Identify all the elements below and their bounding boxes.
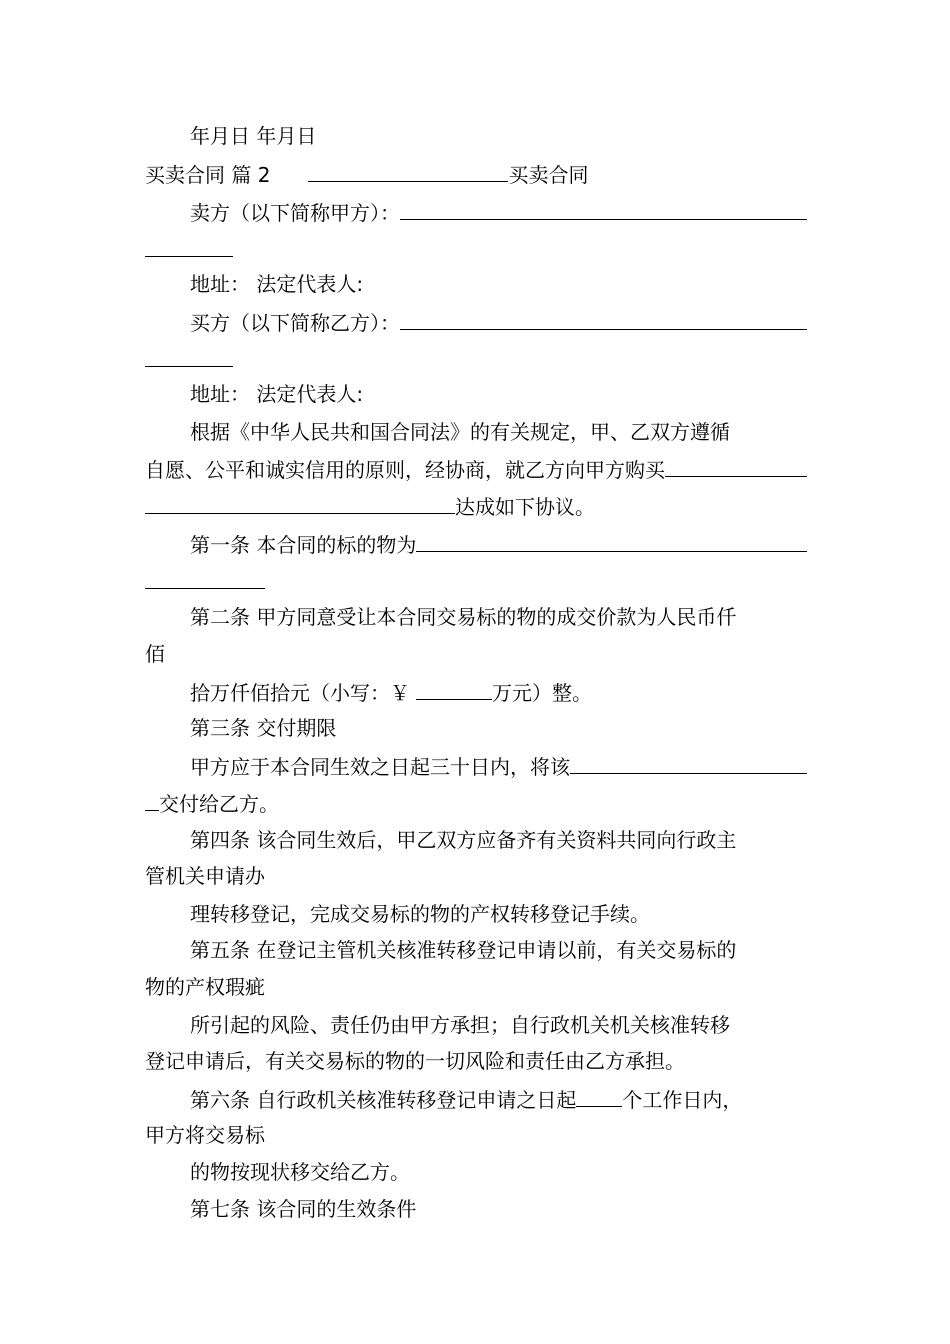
article-5-line-1 bbox=[190, 932, 807, 968]
article-6-text-1b: 个工作日内， bbox=[622, 1088, 743, 1112]
article-6-text-2: 甲方将交易标 bbox=[145, 1123, 265, 1147]
buyer-address-label: 地址： 法定代表人: bbox=[190, 382, 364, 406]
contract-name-blank bbox=[308, 155, 508, 182]
article-1-blank-cont bbox=[145, 562, 807, 598]
article-4-text-3: 理转移登记，完成交易标的物的产权转移登记手续。 bbox=[190, 902, 650, 926]
date-text: 年月日 年月日 bbox=[190, 124, 317, 148]
article-2-line-3 bbox=[190, 673, 807, 709]
article-5-text-2: 物的产权瑕疵 bbox=[145, 975, 265, 999]
seller-address-label: 地址： 法定代表人: bbox=[190, 272, 364, 296]
price-unit-text: 万元）整。 bbox=[492, 681, 592, 705]
article-3-title: 第三条 交付期限 bbox=[190, 716, 337, 740]
article-4-line-3 bbox=[190, 896, 807, 932]
preamble-text-1: 根据《中华人民共和国合同法》的有关规定，甲、乙双方遵循 bbox=[190, 420, 730, 444]
preamble-line-3 bbox=[145, 487, 807, 523]
article-5-line-4 bbox=[145, 1043, 807, 1079]
buyer-address-line bbox=[190, 376, 807, 412]
article-2-line-2 bbox=[145, 636, 807, 672]
seller-address-line bbox=[190, 266, 807, 302]
contract-section-title: 买卖合同 篇 2 bbox=[145, 163, 271, 187]
seller-line bbox=[190, 193, 807, 229]
article-7-title: 第七条 该合同的生效条件 bbox=[190, 1197, 417, 1221]
buyer-blank-cont bbox=[145, 340, 807, 376]
delivery-item-blank-tail bbox=[145, 784, 159, 811]
article-4-line-1 bbox=[190, 822, 807, 858]
article-3-body-text-2: 交付给乙方。 bbox=[159, 792, 279, 816]
article-5-line-2 bbox=[145, 969, 807, 1005]
article-5-text-3: 所引起的风险、责任仍由甲方承担；自行政机关机关核准转移 bbox=[190, 1013, 730, 1037]
preamble-text-2: 自愿、公平和诚实信用的原则，经协商，就乙方向甲方购买 bbox=[145, 458, 665, 482]
preamble-line-1 bbox=[190, 414, 807, 450]
seller-blank-cont bbox=[145, 230, 807, 266]
article-6-line-1 bbox=[190, 1080, 807, 1116]
article-6-text-1: 第六条 自行政机关核准转移登记申请之日起 bbox=[190, 1088, 577, 1112]
contract-heading-line bbox=[145, 155, 807, 191]
buyer-blank-tail bbox=[145, 340, 233, 367]
article-3-body-line-2 bbox=[145, 784, 807, 820]
subject-matter-blank bbox=[416, 525, 807, 552]
article-6-line-2 bbox=[145, 1117, 807, 1153]
delivery-item-blank bbox=[570, 747, 807, 774]
workdays-blank bbox=[576, 1080, 622, 1107]
seller-label: 卖方（以下简称甲方）： bbox=[190, 201, 400, 225]
article-1-line bbox=[190, 525, 807, 561]
buyer-label: 买方（以下简称乙方）： bbox=[190, 311, 400, 335]
article-5-line-3 bbox=[190, 1007, 807, 1043]
price-amount-blank bbox=[416, 673, 492, 700]
seller-blank bbox=[400, 193, 807, 220]
article-6-line-3 bbox=[190, 1154, 807, 1190]
preamble-line-2 bbox=[145, 450, 807, 486]
price-amount-label: 拾万仟佰拾元（小写：￥ bbox=[190, 681, 410, 705]
purchase-item-blank-tail bbox=[145, 487, 455, 514]
subject-matter-blank-tail bbox=[145, 562, 265, 589]
date-line bbox=[190, 118, 807, 154]
preamble-text-3: 达成如下协议。 bbox=[455, 495, 595, 519]
article-2-text-1: 第二条 甲方同意受让本合同交易标的物的成交价款为人民币仟 bbox=[190, 605, 737, 629]
article-4-line-2 bbox=[145, 858, 807, 894]
article-2-line-1 bbox=[190, 599, 807, 635]
seller-blank-tail bbox=[145, 230, 233, 257]
buyer-blank bbox=[400, 303, 807, 330]
article-1-text: 第一条 本合同的标的物为 bbox=[190, 533, 417, 557]
article-5-text-1: 第五条 在登记主管机关核准转移登记申请以前，有关交易标的 bbox=[190, 938, 737, 962]
purchase-item-blank bbox=[665, 450, 807, 477]
contract-title: 买卖合同 bbox=[508, 163, 589, 187]
article-5-text-4: 登记申请后，有关交易标的物的一切风险和责任由乙方承担。 bbox=[145, 1049, 685, 1073]
article-4-text-2: 管机关申请办 bbox=[145, 864, 265, 888]
article-7-line bbox=[190, 1191, 807, 1227]
article-6-text-3: 的物按现状移交给乙方。 bbox=[190, 1160, 410, 1184]
article-3-body-line-1 bbox=[190, 747, 807, 783]
article-3-body-text: 甲方应于本合同生效之日起三十日内，将该 bbox=[190, 755, 570, 779]
article-4-text-1: 第四条 该合同生效后，甲乙双方应备齐有关资料共同向行政主 bbox=[190, 828, 737, 852]
article-3-line bbox=[190, 710, 807, 746]
buyer-line bbox=[190, 303, 807, 339]
article-2-text-2: 佰 bbox=[145, 642, 165, 666]
